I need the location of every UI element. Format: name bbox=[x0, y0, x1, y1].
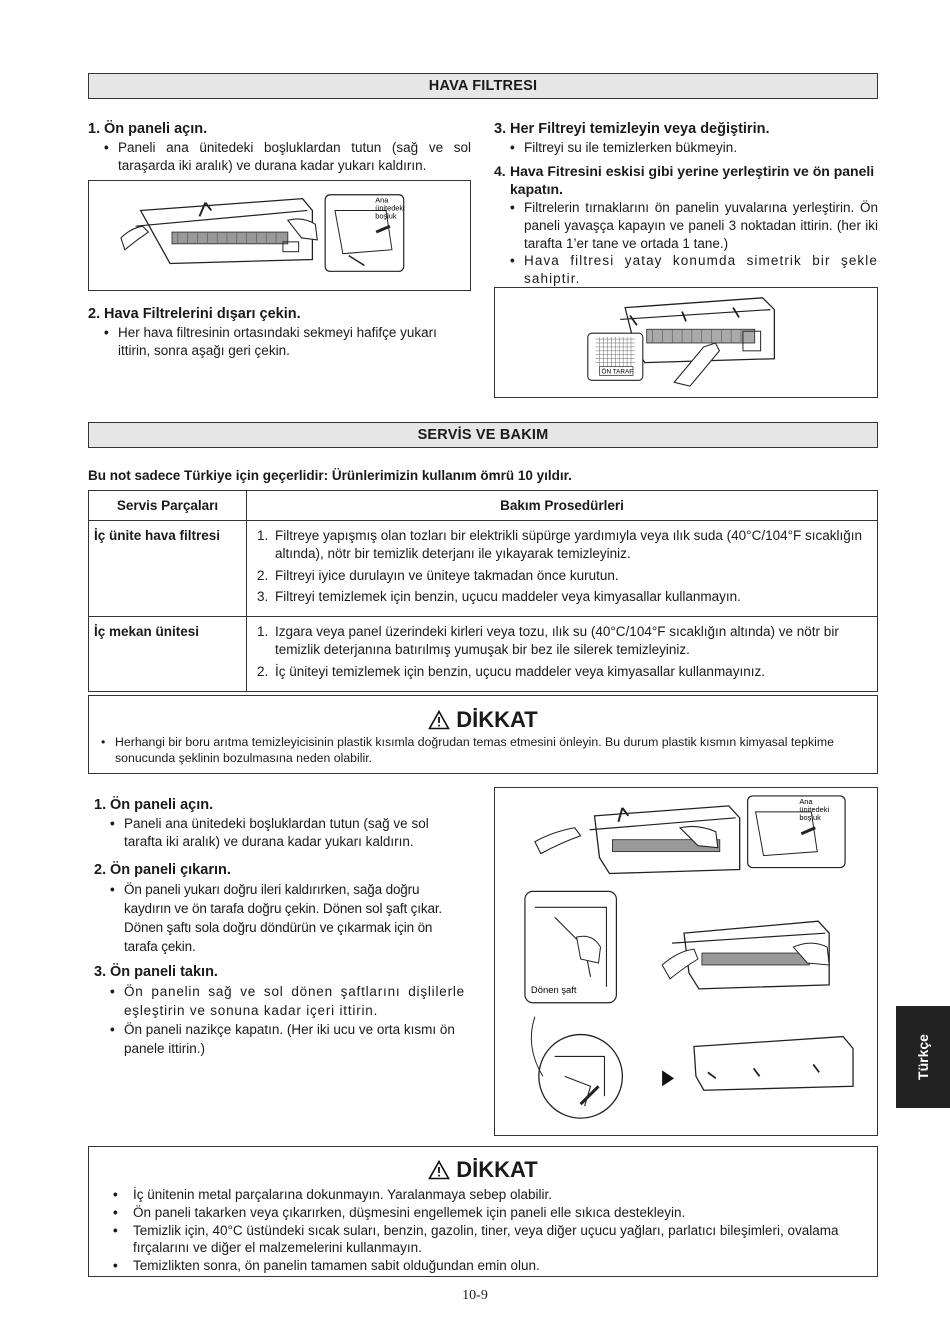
panel-step-2-bullet: • Ön paneli yukarı doğru ileri kaldırırken, sağa doğru kaydırın ve ön tarafa doğru çekin. Dönen sol şaft çıkar. Dönen şaftı sola doğru döndürün ve çıkarmak için ön tarafa çekin. bbox=[94, 880, 465, 956]
warning-title-1: DİKKAT bbox=[89, 705, 877, 734]
panel-step-3: 3. Ön paneli takın. • Ön panelin sağ ve sol dönen şaftlarını dişlilerle eşleştirin ve sonuna kadar içeri ittirin. • Ön paneli nazikçe kapatın. (Her iki ucu ve orta kısmı ön panele ittirin.) bbox=[94, 963, 465, 1058]
warning-box-1 bbox=[88, 695, 878, 774]
warning-triangle-icon bbox=[428, 1160, 450, 1180]
panel-removal-drawing bbox=[495, 788, 877, 1135]
maintenance-procedure bbox=[247, 617, 878, 691]
filter-step-4-bullet-1: • Filtrelerin tırnaklarını ön panelin yuvalarına yerleştirin. Ön paneli yavaşça kapayın ve paneli 3 noktadan ittirin. (her iki tarafta 1’er tane ve ortada 1 tane.) bbox=[494, 199, 878, 252]
list-item: 3. Filtreyi temizlemek için benzin, uçucu maddeler veya kimyasallar kullanmayın. bbox=[257, 589, 741, 605]
filter-step-3: 3. Her Filtreyi temizleyin veya değiştirin. • Filtreyi su ile temizlerken bükmeyin. bbox=[494, 120, 878, 157]
filter-step-3-title: Her Filtreyi temizleyin veya değiştirin. bbox=[510, 121, 770, 137]
list-item: • İç ünitenin metal parçalarına dokunmayın. Yaralanmaya sebep olabilir. bbox=[113, 1187, 552, 1203]
header-maintenance: Bakım Prosedürleri bbox=[247, 491, 878, 521]
table-row bbox=[89, 617, 878, 691]
illu-label-gap-3: boşluk bbox=[799, 812, 821, 822]
list-item: 2. Filtreyi iyice durulayın ve üniteye takmadan önce kurutun. bbox=[257, 567, 619, 583]
filter-step-1-title: Ön paneli açın. bbox=[104, 121, 208, 137]
language-tab: Türkçe bbox=[896, 1006, 950, 1108]
panel-step-2: 2. Ön paneli çıkarın. • Ön paneli yukarı doğru ileri kaldırırken, sağa doğru kaydırın ve ön tarafa doğru çekin. Dönen sol şaft çıkar. Dönen şaftı sola doğru döndürün ve çıkarmak için ön tarafa çekin. bbox=[94, 861, 465, 956]
illu-label-front: ÖN TARAF bbox=[601, 368, 634, 376]
warning-title-2: DİKKAT bbox=[89, 1155, 877, 1184]
insert-filter-drawing bbox=[495, 288, 877, 397]
illu-label-shaft: Dönen şaft bbox=[530, 984, 577, 996]
illu-label-gap-2: ünitedeki bbox=[799, 804, 830, 814]
service-note: Bu not sadece Türkiye için geçerlidir: Ürünlerimizin kullanım ömrü 10 yıldır. bbox=[88, 468, 572, 483]
warning-box-2 bbox=[88, 1146, 878, 1277]
filter-step-3-bullet: • Filtreyi su ile temizlerken bükmeyin. bbox=[494, 139, 878, 157]
filter-step-4-title: Hava Fitresini eskisi gibi yerine yerleştirin ve ön paneli kapatın. bbox=[510, 163, 875, 198]
filter-step-2-title: Hava Filtrelerini dışarı çekin. bbox=[104, 306, 301, 322]
service-part: İç mekan ünitesi bbox=[89, 617, 247, 691]
panel-step-1-bullet: • Paneli ana ünitedeki boşluklardan tutun (sağ ve sol tarafta iki aralık) ve durana kadar yukarı kaldırın. bbox=[94, 815, 465, 851]
panel-step-1-title: Ön paneli açın. bbox=[110, 797, 214, 813]
page-number: 10-9 bbox=[462, 1288, 488, 1303]
list-item: 1. Izgara veya panel üzerindeki kirleri veya tozu, ılık su (40°C/104°F sıcaklığın altında) ve nötr bir temizlik deterjanına batırılmış yumuşak bir bez ile silerek temizleyiniz. bbox=[257, 624, 839, 658]
service-part: İç ünite hava filtresi bbox=[89, 521, 247, 617]
open-panel-drawing bbox=[89, 181, 470, 290]
list-item: • Temizlikten sonra, ön panelin tamamen sabit olduğundan emin olun. bbox=[113, 1258, 540, 1274]
illustration-insert-filter bbox=[494, 287, 878, 398]
filter-step-1: 1. Ön paneli açın. • Paneli ana ünitedeki boşluklardan tutun (sağ ve sol taraşarda iki aralık) ve durana kadar yukarı kaldırın. bbox=[88, 120, 471, 175]
list-item: 1. Filtreye yapışmış olan tozları bir elektrikli süpürge yardımıyla veya ılık suda (40°C/104°F sıcaklığın altında), nötr bir temizlik deterjanı ile yıkayarak temizleyiniz. bbox=[257, 528, 863, 561]
illustration-panel-removal bbox=[494, 787, 878, 1136]
maintenance-procedure bbox=[247, 521, 878, 617]
list-item: 2. İç üniteyi temizlemek için benzin, uçucu maddeler veya kimyasallar kullanmayınız. bbox=[257, 663, 765, 679]
service-table bbox=[88, 490, 878, 692]
section-title-service: SERVİS VE BAKIM bbox=[88, 422, 878, 448]
filter-step-1-bullet: • Paneli ana ünitedeki boşluklardan tutun (sağ ve sol taraşarda iki aralık) ve durana kadar yukarı kaldırın. bbox=[88, 139, 471, 175]
panel-step-3-title: Ön paneli takın. bbox=[110, 964, 218, 980]
filter-step-4-bullet-2: • Hava filtresi yatay konumda simetrik bir şekle sahiptir. bbox=[494, 252, 878, 288]
section-title-air-filter: HAVA FILTRESI bbox=[88, 73, 878, 99]
panel-step-3-bullet-2: • Ön paneli nazikçe kapatın. (Her iki ucu ve orta kısmı ön panele ittirin.) bbox=[94, 1020, 465, 1058]
panel-step-3-bullet-1: • Ön panelin sağ ve sol dönen şaftlarını dişlilerle eşleştirin ve sonuna kadar içeri ittirin. bbox=[94, 982, 465, 1020]
panel-step-2-title: Ön paneli çıkarın. bbox=[110, 862, 231, 878]
panel-step-1: 1. Ön paneli açın. • Paneli ana ünitedeki boşluklardan tutun (sağ ve sol tarafta iki aralık) ve durana kadar yukarı kaldırın. bbox=[94, 796, 465, 851]
filter-step-2-bullet: • Her hava filtresinin ortasındaki sekmeyi hafifçe yukarı ittirin, sonra aşağı geri çekin. bbox=[88, 324, 471, 360]
illu-label-gap-1: Ana bbox=[799, 796, 813, 806]
filter-step-4: 4. Hava Fitresini eskisi gibi yerine yerleştirin ve ön paneli kapatın. • Filtrelerin tırnaklarını ön panelin yuvalarına yerleştirin. Ön paneli yavaşça kapayın ve paneli 3 noktadan ittirin. (her iki tarafta 1’er tane ve ortada 1 tane.) • Hava filtresi yatay konumda simetrik bir şekle sahiptir. bbox=[494, 162, 878, 288]
illu-label-gap-3: boşluk bbox=[375, 211, 397, 221]
illustration-open-panel bbox=[88, 180, 471, 291]
list-item: • Ön paneli takarken veya çıkarırken, düşmesini engellemek için paneli elle sıkıca destekleyin. bbox=[113, 1204, 686, 1220]
list-item: • Temizlik için, 40°C üstündeki sıcak suları, benzin, gazolin, tiner, veya diğer uçucu yağları, parlatıcı bileşimleri, ovalama fırçalarını ve diğer el malzemelerini kullanmayın. bbox=[113, 1222, 839, 1256]
warning-triangle-icon bbox=[428, 710, 450, 730]
list-item: • Herhangi bir boru arıtma temizleyicisinin plastik kısımla doğrudan temas etmesini önleyin. Bu durum plastik kısmın kimyasal tepkime sonucunda şeklinin bozulmasına neden olabilir. bbox=[101, 735, 834, 766]
table-row bbox=[89, 521, 878, 617]
header-service-parts: Servis Parçaları bbox=[89, 491, 247, 521]
service-table-header bbox=[89, 491, 878, 521]
illu-label-gap-1: Ana bbox=[375, 195, 389, 205]
filter-step-2: 2. Hava Filtrelerini dışarı çekin. • Her hava filtresinin ortasındaki sekmeyi hafifçe yukarı ittirin, sonra aşağı geri çekin. bbox=[88, 305, 471, 360]
illu-label-gap-2: ünitedeki bbox=[375, 203, 405, 213]
